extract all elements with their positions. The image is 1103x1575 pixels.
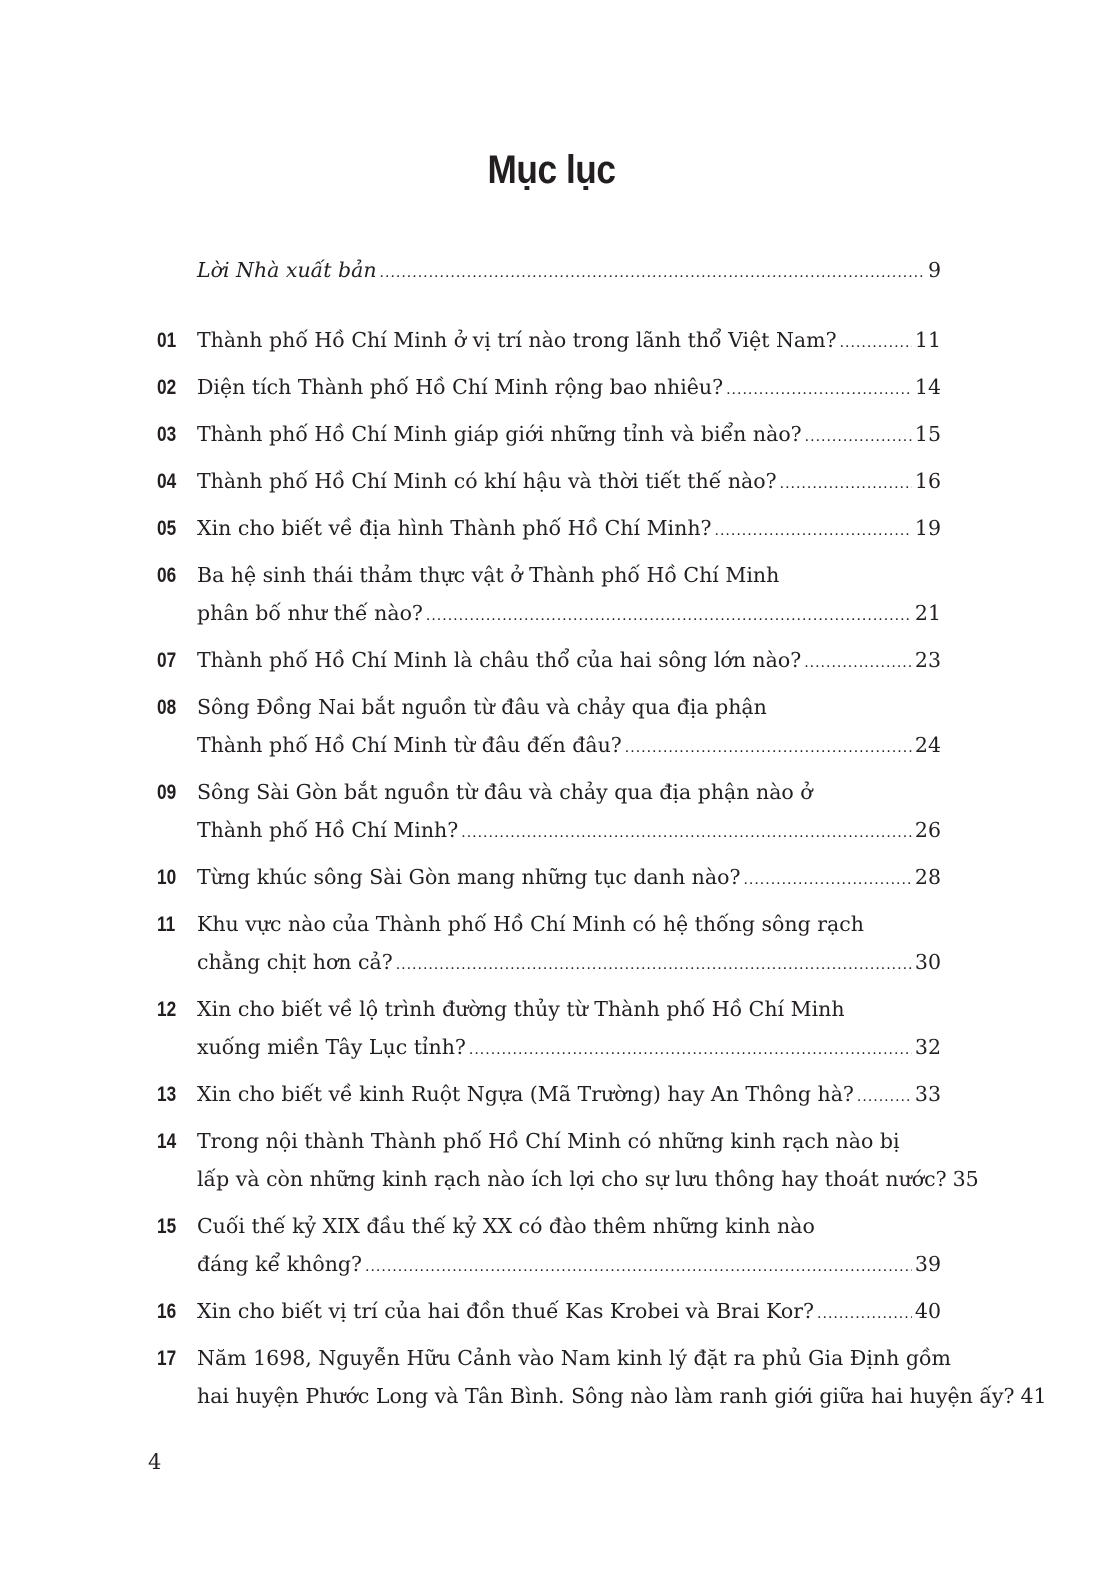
dot-leader [780,465,912,503]
entry-text-line: chằng chịt hơn cả? [197,950,393,974]
toc-entry [0,1207,1103,1286]
entry-text-line: Xin cho biết vị trí của hai đồn thuế Kas Krobei và Brai Kor? [197,1299,815,1323]
dot-leader [726,371,912,409]
entry-page-number: 30 [914,950,941,974]
entry-number: 09 [157,781,177,804]
entry-body [197,688,941,767]
entry-text-line: Sông Đồng Nai bắt nguồn từ đâu và chảy qua địa phận [197,695,767,719]
toc-title: Mục lục [487,148,616,192]
entry-text-line: hai huyện Phước Long và Tân Bình. Sông nào làm ranh giới giữa hai huyện ấy? [197,1384,1015,1408]
toc-entry [0,773,1103,852]
entry-final-line [197,368,941,409]
entry-page-number: 16 [914,469,941,493]
entry-final-line [197,1292,941,1333]
entry-final-line [197,1245,941,1286]
entry-final-line [197,943,941,984]
toc-entry [0,990,1103,1069]
toc-entry [0,641,1103,682]
entry-number: 01 [157,329,177,352]
entry-number: 13 [157,1083,177,1106]
dot-leader [365,1248,912,1286]
toc-entry [0,1122,1103,1201]
entry-number: 17 [157,1347,177,1370]
entry-text-line: Thành phố Hồ Chí Minh là châu thổ của hai sông lớn nào? [197,648,802,672]
table-of-contents [0,250,1103,1424]
preface-title: Lời Nhà xuất bản [197,258,377,282]
entry-page-number: 41 [1020,1384,1047,1408]
entry-final-line [197,321,941,362]
entry-page-number: 21 [914,601,941,625]
entry-final-line [197,462,941,503]
entry-final-line [197,641,941,682]
toc-preface-entry [197,250,941,293]
entry-number: 14 [157,1130,177,1153]
entry-page-number: 33 [914,1082,941,1106]
entry-body [197,321,941,362]
entry-page-number: 39 [914,1252,941,1276]
entry-text-line: Trong nội thành Thành phố Hồ Chí Minh có những kinh rạch nào bị [197,1129,900,1153]
entry-number: 16 [157,1300,177,1323]
toc-entry [0,1292,1103,1333]
entry-page-number: 15 [914,422,941,446]
entry-page-number: 23 [914,648,941,672]
dot-leader [461,814,912,852]
entry-page-number: 26 [914,818,941,842]
entry-text-line: Ba hệ sinh thái thảm thực vật ở Thành phố Hồ Chí Minh [197,563,780,587]
toc-entry [0,905,1103,984]
entry-final-line [197,509,941,550]
entry-final-line [197,1028,941,1069]
entry-number: 06 [157,564,177,587]
dot-leader [805,418,912,456]
toc-entry [0,858,1103,899]
entry-text-line: Thành phố Hồ Chí Minh có khí hậu và thời tiết thế nào? [197,469,777,493]
entry-text-line: Xin cho biết về kinh Ruột Ngựa (Mã Trường) hay An Thông hà? [197,1082,854,1106]
entry-text-line: Thành phố Hồ Chí Minh? [197,818,459,842]
entry-body [197,509,941,550]
dot-leader [469,1031,912,1069]
toc-entry [0,556,1103,635]
entry-body [197,641,941,682]
entry-final-line [197,1160,979,1201]
entry-final-line [197,811,941,852]
entry-text-line: xuống miền Tây Lục tỉnh? [197,1035,466,1059]
entry-text-line: Thành phố Hồ Chí Minh ở vị trí nào trong lãnh thổ Việt Nam? [197,328,837,352]
entry-body [197,905,941,984]
entry-number: 12 [157,998,177,1021]
entry-body [197,415,941,456]
entry-number: 02 [157,376,177,399]
dot-leader [625,729,912,767]
entry-page-number: 35 [952,1167,979,1191]
entry-number: 15 [157,1215,177,1238]
entry-text-line: lấp và còn những kinh rạch nào ích lợi cho sự lưu thông hay thoát nước? [197,1167,947,1191]
entry-text-line: phân bố như thế nào? [197,601,423,625]
entry-text-line: Diện tích Thành phố Hồ Chí Minh rộng bao nhiêu? [197,375,724,399]
entry-body [197,368,941,409]
entry-text-line: đáng kể không? [197,1252,363,1276]
toc-entry [0,368,1103,409]
entry-final-line [197,726,941,767]
entry-text-line: Khu vực nào của Thành phố Hồ Chí Minh có hệ thống sông rạch [197,912,864,936]
entry-body [197,1207,941,1286]
entry-number: 10 [157,866,177,889]
entry-text-line: Xin cho biết về lộ trình đường thủy từ Thành phố Hồ Chí Minh [197,997,845,1021]
toc-entry [0,321,1103,362]
toc-entry [0,1339,1103,1418]
entry-text-line: Sông Sài Gòn bắt nguồn từ đâu và chảy qua địa phận nào ở [197,780,813,804]
entry-page-number: 32 [914,1035,941,1059]
entry-final-line [197,1377,1047,1418]
toc-entry [0,1075,1103,1116]
entry-page-number: 40 [914,1299,941,1323]
entry-page-number: 28 [914,865,941,889]
dot-leader [380,253,925,293]
entry-page-number: 11 [914,328,941,352]
entry-final-line [197,1075,941,1116]
toc-entry [0,415,1103,456]
entry-number: 08 [157,696,177,719]
entry-body [197,1339,1047,1418]
entry-number: 04 [157,470,177,493]
entry-number: 11 [157,913,176,936]
entry-text-line: Từng khúc sông Sài Gòn mang những tục danh nào? [197,865,741,889]
entry-text-line: Cuối thế kỷ XIX đầu thế kỷ XX có đào thêm những kinh nào [197,1214,815,1238]
preface-page-number: 9 [927,258,941,282]
entry-body [197,1075,941,1116]
dot-leader [426,597,912,635]
entry-body [197,1122,979,1201]
dot-leader [743,861,911,899]
toc-entry [0,462,1103,503]
entry-number: 07 [157,649,177,672]
entry-text-line: Xin cho biết về địa hình Thành phố Hồ Chí Minh? [197,516,712,540]
entry-final-line [197,415,941,456]
toc-entry-list [0,321,1103,1418]
toc-entry [0,688,1103,767]
toc-entry [0,509,1103,550]
entry-body [197,773,941,852]
dot-leader [817,1295,912,1333]
dot-leader [840,324,912,362]
entry-page-number: 14 [914,375,941,399]
entry-text-line: Thành phố Hồ Chí Minh từ đâu đến đâu? [197,733,622,757]
entry-number: 03 [157,423,177,446]
dot-leader [804,644,912,682]
entry-final-line [197,594,941,635]
entry-page-number: 24 [914,733,941,757]
entry-body [197,462,941,503]
dot-leader [857,1078,912,1116]
entry-final-line [197,858,941,899]
entry-body [197,990,941,1069]
entry-body [197,858,941,899]
entry-number: 05 [157,517,177,540]
entry-body [197,1292,941,1333]
dot-leader [715,512,912,550]
entry-text-line: Thành phố Hồ Chí Minh giáp giới những tỉnh và biển nào? [197,422,802,446]
page-number: 4 [148,1450,162,1474]
entry-body [197,556,941,635]
entry-text-line: Năm 1698, Nguyễn Hữu Cảnh vào Nam kinh lý đặt ra phủ Gia Định gồm [197,1346,951,1370]
dot-leader [396,946,912,984]
entry-page-number: 19 [914,516,941,540]
